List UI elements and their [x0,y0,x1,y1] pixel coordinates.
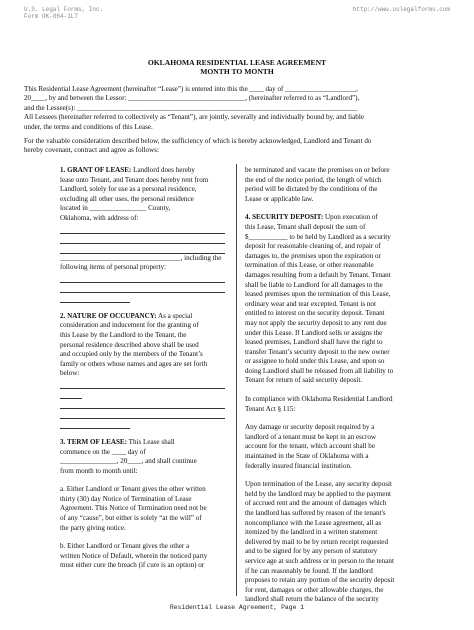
section-4-line: or assignee to hold under this Lease, and upon so [245,357,385,366]
occupant-blank[interactable] [60,419,130,429]
section-4-line: deposit for reasonable cleaning of, and repair of [245,242,381,251]
header-left [24,6,103,20]
section-4-line: doing Landlord shall be released from all liability to [245,366,394,375]
termination-line: service age at such address or in person to the tenant [245,556,394,565]
section-4-line: damages resulting from a default by Tenant. Tenant [245,270,391,279]
company-name: U.S. Legal Forms, Inc. [24,6,104,13]
continuation-line: be terminated and vacate the premises on or before [245,166,390,174]
right-column [245,166,419,605]
termination-line: if he can reasonably be found. If the landlord [245,566,373,575]
occupant-blank[interactable] [60,399,225,409]
section-2-line: personal residence described above shall be used [60,340,199,349]
address-blank[interactable] [60,244,225,254]
intro-line: under, the terms and conditions of this Lease. [24,122,153,131]
section-3a-line: the party giving notice. [60,523,126,532]
section-3b-line: written Notice of Default, wherein the noticed party [60,551,208,560]
section-4-line: entitled to interest on the security deposit. Tenant [245,309,385,318]
section-1-line: Landlord, solely for use as a personal residence, [60,185,197,194]
termination-line: delivered by mail to be by return receipt requested [245,537,389,546]
section-3a-line: of any “cause”, but either is solely “at the will” of [60,514,202,523]
continuation-line: Lease or applicable law. [245,194,314,203]
section-4-line: Tenant for return of said security deposit. [245,376,363,385]
section-1-line: located in ________________ County, [60,204,171,213]
section-3b-line: must either cure the breach (if cure is an option) or [60,561,205,570]
section-4-line: ordinary wear and tear excepted. Tenant is not [245,299,376,308]
section-3b-line: b. Either Landlord or Tenant gives the other a [60,542,190,551]
left-column [60,166,225,571]
header-url[interactable]: http://www.uslegalforms.com [352,6,450,13]
page-footer: Residential Lease Agreement, Page 1 [169,604,305,611]
section-1-line: Oklahoma, with address of: [60,213,139,222]
section-3-line: commence on the ____ day of [60,447,146,456]
termination-line: itemized by the landlord in a written statement [245,528,378,537]
termination-line: of accrued rent and the amount of damages which [245,499,387,508]
occupant-blank[interactable] [60,389,82,399]
section-1-line: 1. GRANT OF LEASE: Landlord does hereby [60,166,195,174]
section-1-line: lease unto Tenant, and Tenant does hereby rent from [60,175,209,184]
termination-line: Upon termination of the Lease, any security deposit [245,480,392,489]
section-2-heading: 2. NATURE OF OCCUPANCY: [60,311,157,320]
compliance-line: In compliance with Oklahoma Residential Landlord [245,395,393,404]
section-4-line: leased premises upon the termination of this Lease, [245,290,391,299]
deposit-rule-line: maintained in the State of Oklahoma with a [245,452,369,461]
intro-line: For the valuable consideration described below, the sufficiency of which is hereby acknowledged, Landlord and Tenant do [24,137,372,146]
deposit-rule-line: landlord of a tenant must be kept in an escrow [245,432,376,441]
occupant-blank[interactable] [60,409,225,419]
section-4-line: shall be liable to Landlord for all damages to the [245,280,383,289]
section-4-line: transfer Tenant’s security deposit to the new owner [245,347,390,356]
section-4-line: 4. SECURITY DEPOSIT: Upon execution of [245,213,378,222]
section-4-heading: 4. SECURITY DEPOSIT: [245,213,324,222]
section-1-line: following items of personal property: [60,263,166,272]
section-1-line: __________________________________, including the [60,253,222,262]
section-4-line: damages to, the premises upon the expiration or [245,251,381,260]
section-4-line: termination of this Lease, or other reasonable [245,261,374,270]
section-2-line: below: [60,369,80,378]
form-number: Form OK-864-1LT [24,13,79,20]
deposit-rule-line: Any damage or security deposit required by a [245,423,375,432]
intro-line: hereby covenant, contract and agree as follows: [24,146,159,155]
address-blank[interactable] [60,224,225,234]
intro-line: This Residential Lease Agreement (hereinafter “Lease”) is entered into this the ____ day of ____________________, [24,85,358,93]
deposit-rule-line: federally insured financial institution. [245,461,352,470]
termination-line: for rent, damages or other allowable charges, the [245,585,384,594]
section-3-heading: 3. TERM OF LEASE: [60,437,128,446]
section-3-line: from month to month until: [60,466,138,475]
property-blank[interactable] [60,273,225,283]
section-3a-line: Agreement. This Notice of Termination need not be [60,504,207,513]
section-3a-line: thirty (30) day Notice of Termination of Lease [60,494,192,503]
continuation-line: period will be dictated by the conditions of the [245,185,378,194]
compliance-line: Tenant Act § 115: [245,404,296,413]
intro-line: 20____, by and between the Lessor: _________________________________, (hereinafter referred to as “Landlord”), [24,94,360,103]
termination-line: the landlord has suffered by reason of the tenant's [245,509,386,517]
termination-line: noncompliance with the Lease agreement, all as [245,518,382,527]
termination-line: proposes to retain any portion of the security deposit [245,576,395,585]
section-3-line: 3. TERM OF LEASE: This Lease shall [60,437,175,446]
section-2-line: and occupied only by the members of the Tenant’s [60,350,203,359]
termination-line: held by the landlord may be applied to the payment [245,489,391,498]
section-1-heading: 1. GRANT OF LEASE: [60,166,132,174]
termination-line: and to be signed for by any person of statutory [245,547,378,556]
termination-line: landlord shall return the balance of the security [245,595,379,604]
section-4-line: this Lease, Tenant shall deposit the sum of [245,222,366,231]
section-2-line: consideration and inducement for the granting of [60,321,199,330]
property-blank[interactable] [60,283,225,293]
address-blank[interactable] [60,234,225,244]
section-4-line: may not apply the security deposit to any rent due [245,318,387,327]
occupant-blank[interactable] [60,379,225,389]
section-4-line: leased premises, Landlord shall have the right to [245,338,383,347]
section-1-line: excluding all other uses, the personal residence [60,194,194,203]
deposit-rule-line: account for the tenant, which account shall be [245,442,376,451]
document-subtitle: MONTH TO MONTH [200,67,274,76]
section-4-line: $___________ to be held by Landlord as a security [245,232,391,241]
section-2-line: 2. NATURE OF OCCUPANCY: As a special [60,311,193,320]
property-blank[interactable] [60,293,130,303]
continuation-line: the end of the notice period, the length of which [245,175,382,184]
section-4-line: under this Lease. If Landlord sells or assigns the [245,328,383,337]
intro-paragraphs [24,85,452,156]
section-3a-line: a. Either Landlord or Tenant gives the other written [60,485,206,494]
document-title: OKLAHOMA RESIDENTIAL LEASE AGREEMENT [147,58,327,67]
section-3-line: ________________, 20____, and shall continue [60,457,197,466]
section-2-line: family or others whose names and ages are set forth [60,359,208,368]
intro-line: All Lessees (hereinafter referred to collectively as “Tenant”), are jointly, severally and individually bound by, and liable [24,113,364,122]
column-divider [236,164,237,596]
section-2-line: this Lease by the Landlord to the Tenant, the [60,330,187,339]
intro-line: and the Lessee(s): _______________________________________________________________________________ [24,103,358,112]
